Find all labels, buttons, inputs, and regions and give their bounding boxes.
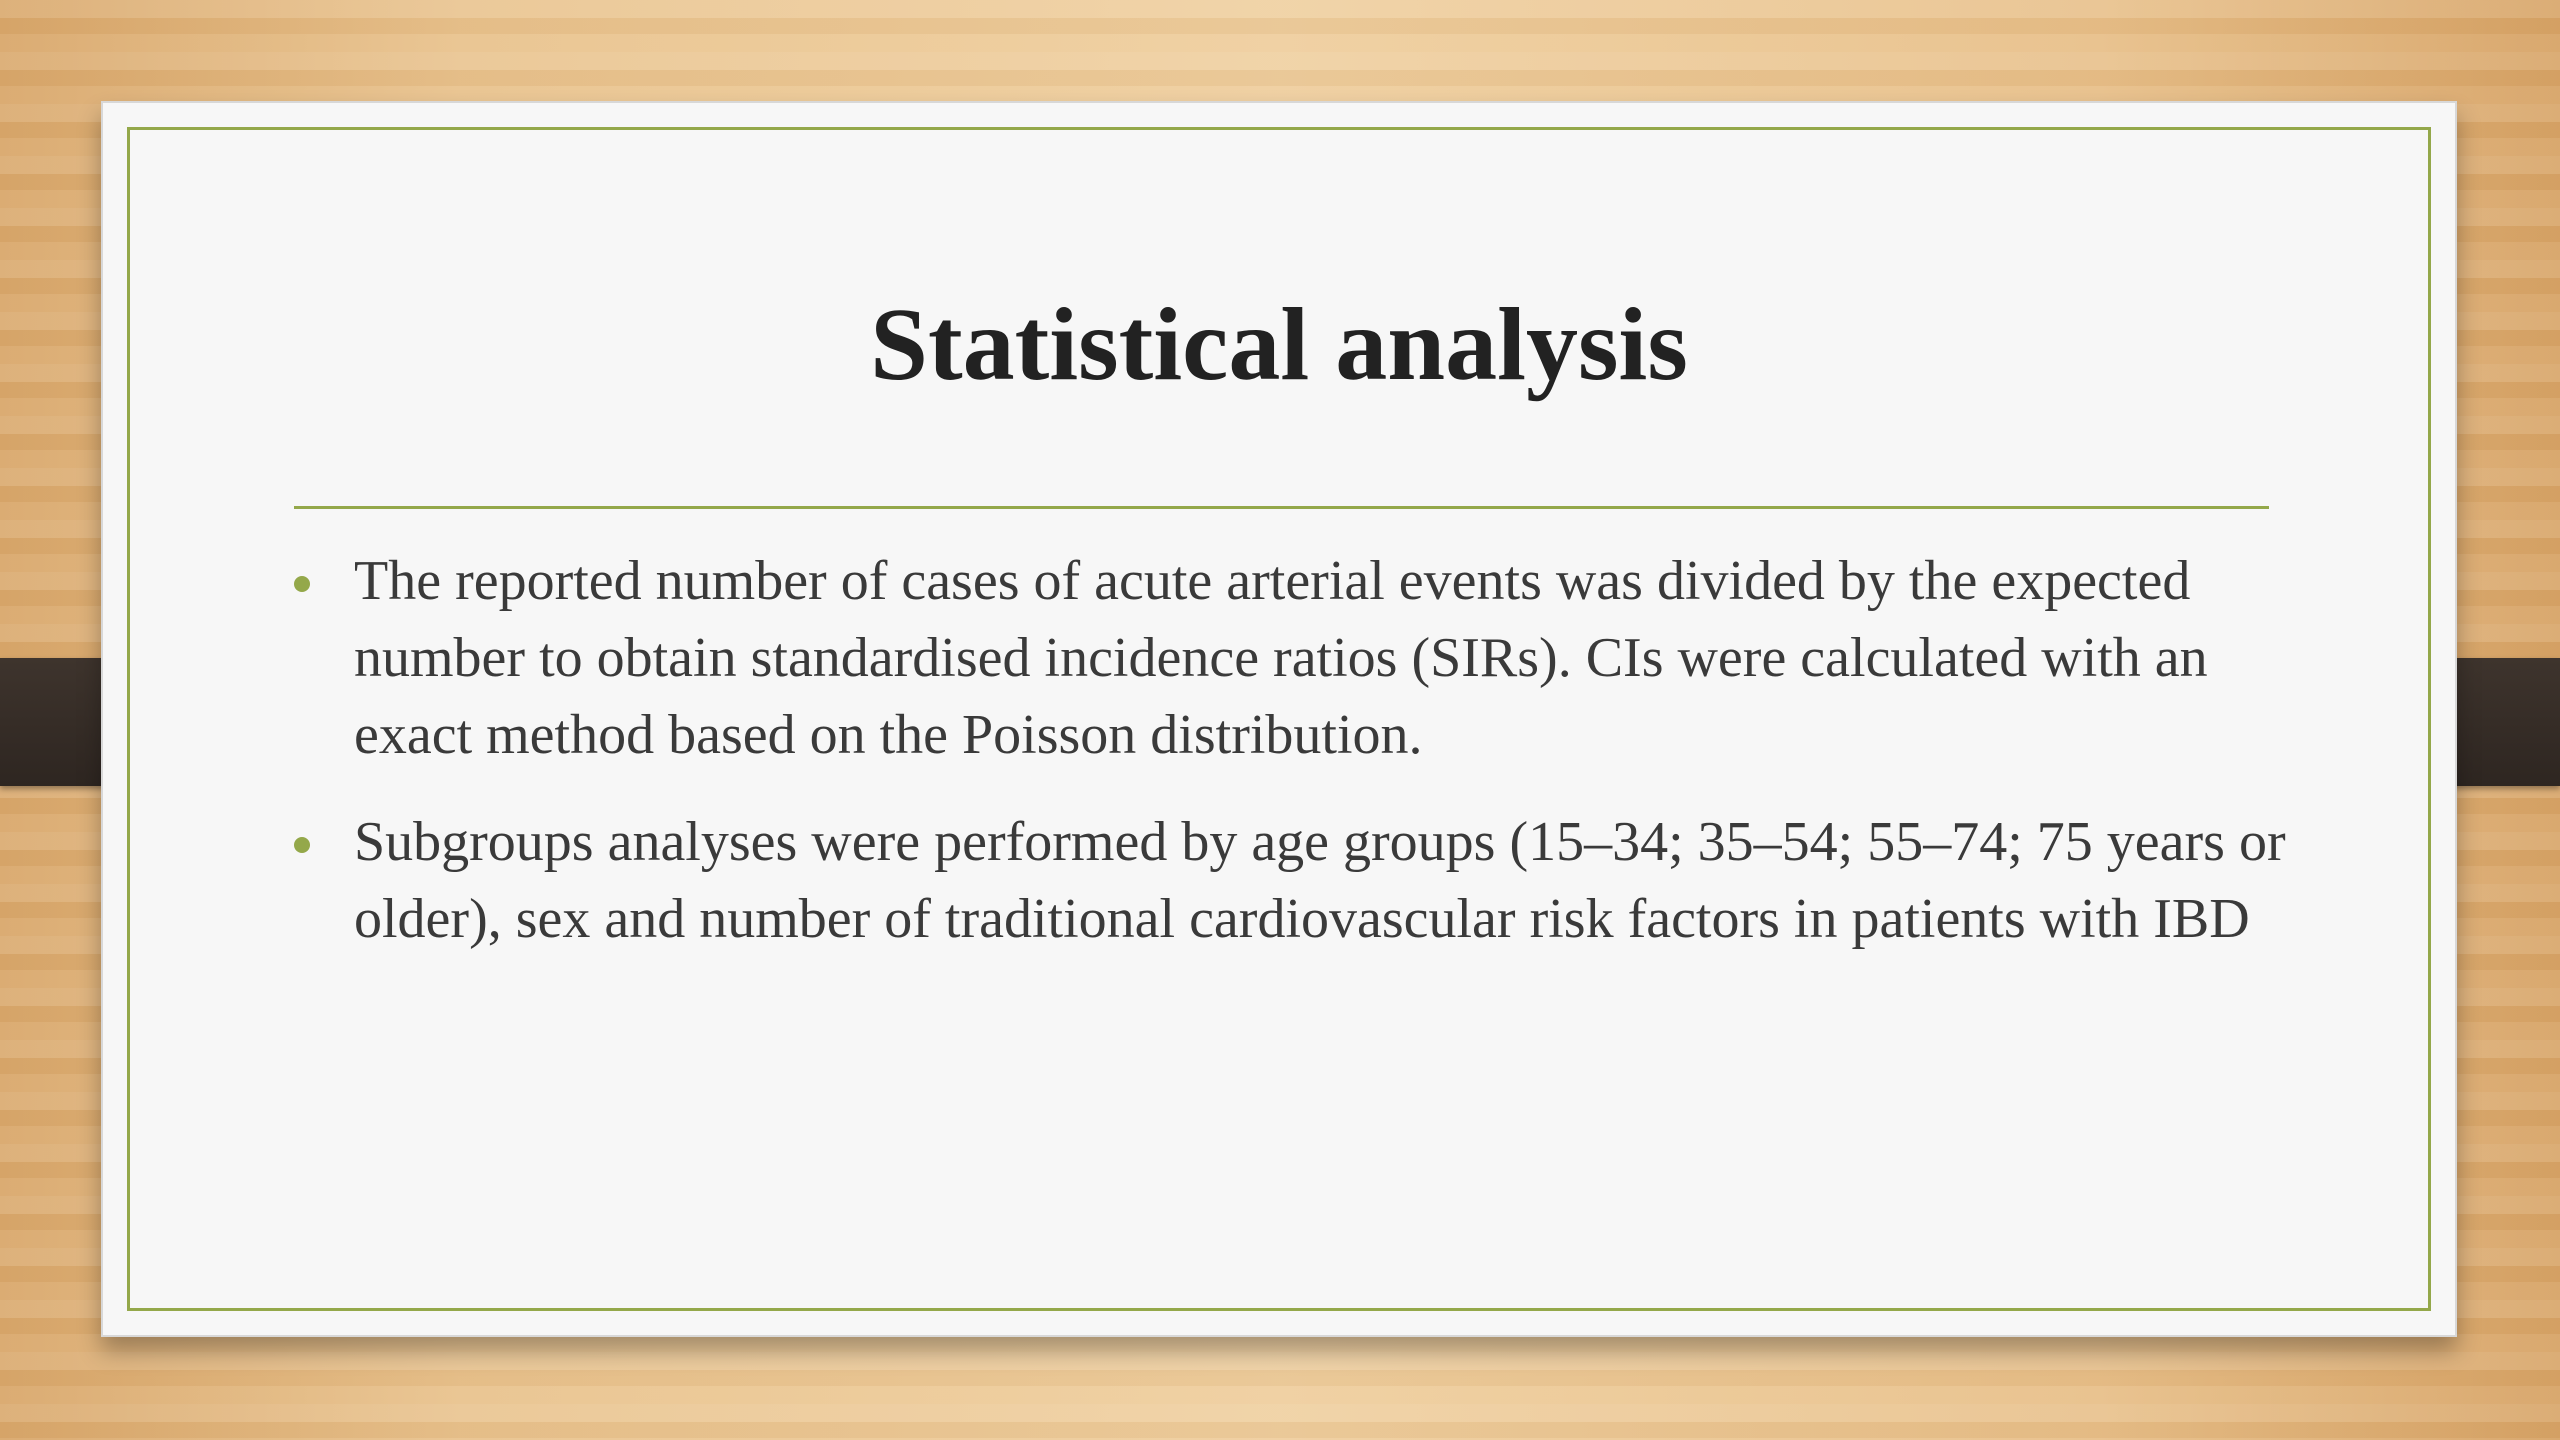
title-divider <box>294 506 2269 509</box>
slide <box>101 101 2457 1337</box>
bullet-dot-icon <box>294 576 310 592</box>
bullet-list <box>294 543 2314 988</box>
bullet-text: The reported number of cases of acute arterial events was divided by the expected number to obtain standardised incidence ratios (SIRs). CIs were calculated with an exact method based on the Poisson distribution. <box>354 550 2208 766</box>
bullet-text: Subgroups analyses were performed by age groups (15–34; 35–54; 55–74; 75 years or older), sex and number of traditional cardiovascular risk factors in patients with IBD <box>354 811 2286 950</box>
bullet-item <box>294 543 2314 774</box>
bullet-item <box>294 804 2314 958</box>
bullet-dot-icon <box>294 837 310 853</box>
slide-title: Statistical analysis <box>870 287 1688 402</box>
